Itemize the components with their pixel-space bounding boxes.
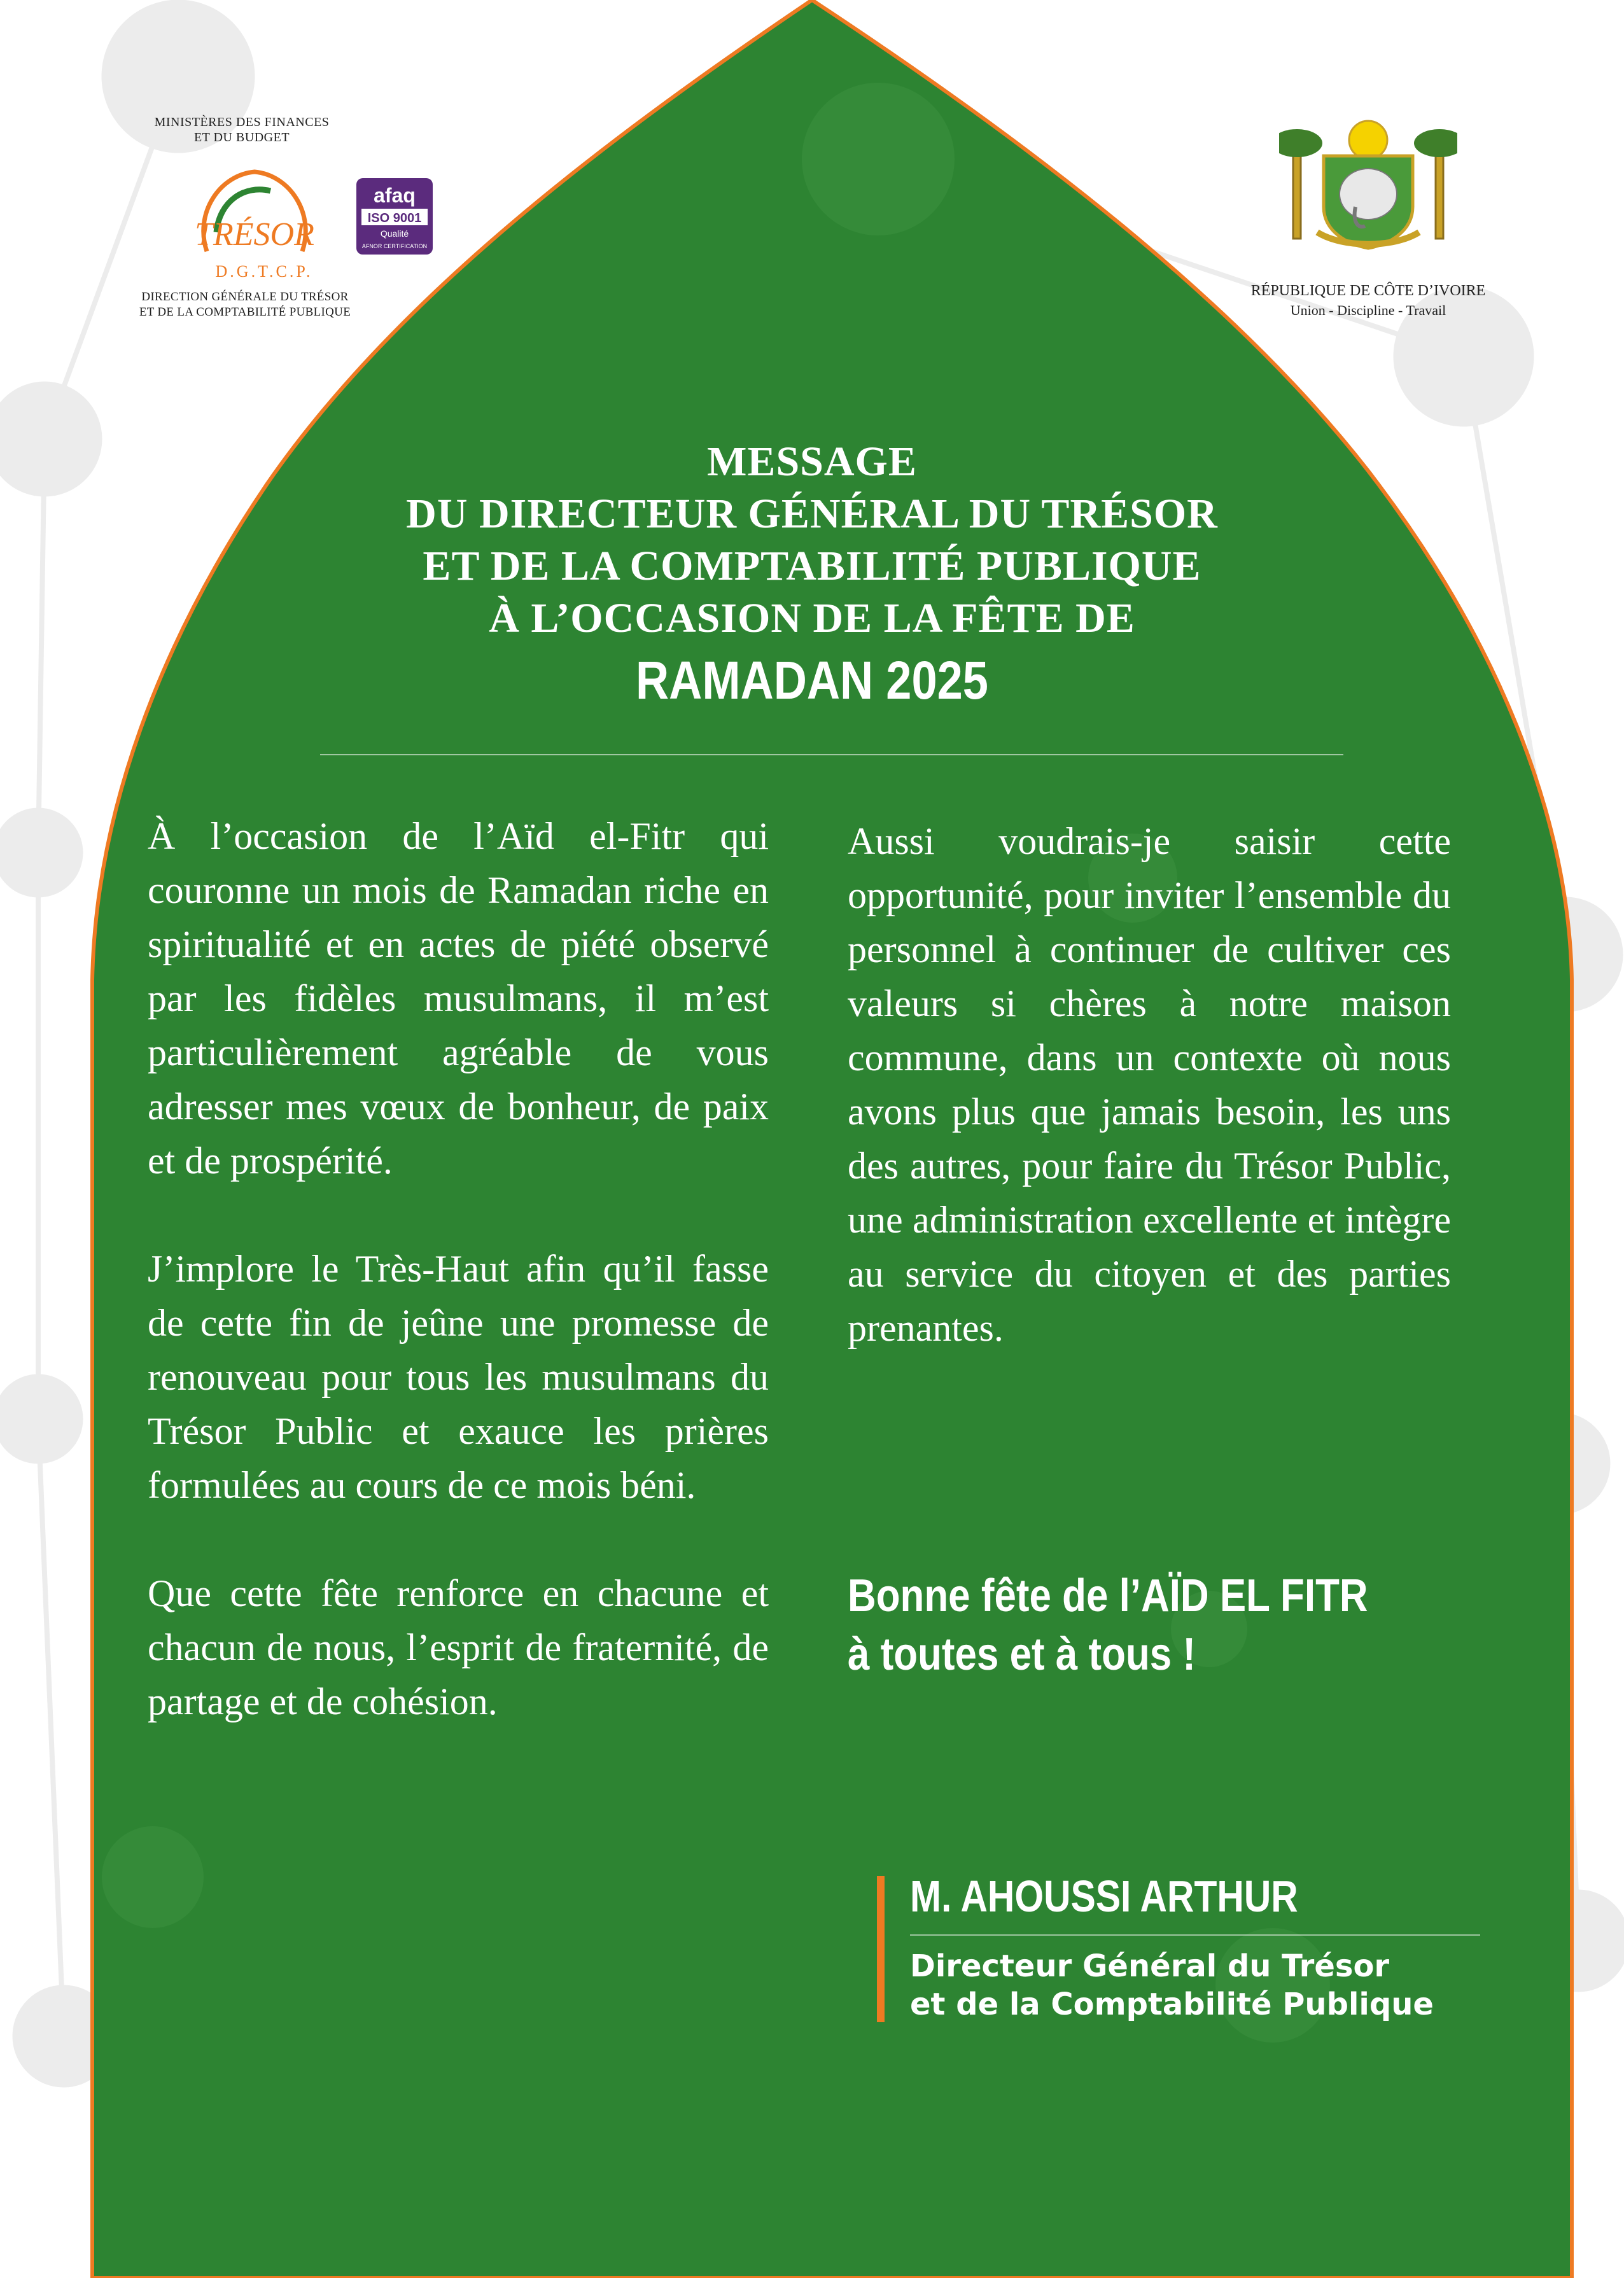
republic-label: RÉPUBLIQUE DE CÔTE D’IVOIRE	[1250, 283, 1486, 299]
tresor-logo-text: TRÉSOR	[195, 216, 314, 253]
signatory-title-line-1: Directeur Général du Trésor	[910, 1948, 1390, 1984]
afaq-cert: AFNOR CERTIFICATION	[361, 243, 428, 249]
left-column	[148, 809, 769, 1783]
title-line-2: DU DIRECTEUR GÉNÉRAL DU TRÉSOR	[406, 491, 1218, 537]
ministry-label	[108, 115, 375, 145]
right-column	[848, 814, 1451, 1409]
direction-line-2: ET DE LA COMPTABILITÉ PUBLIQUE	[139, 305, 351, 319]
tresor-logo-sub: D.G.T.C.P.	[215, 262, 313, 281]
signatory-name: M. AHOUSSI ARTHUR	[910, 1871, 1298, 1921]
direction-label	[108, 290, 382, 320]
paragraph: J’implore le Très-Haut afin qu’il fasse de cette fin de jeûne une promesse de renouveau pour tous les musulmans du Trésor Public et exauce les prières formulées au cours de ce mois béni.	[148, 1248, 769, 1506]
title-line-4: À L’OCCASION DE LA FÊTE DE	[489, 595, 1135, 641]
tresor-logo	[181, 156, 328, 290]
signature-divider	[910, 1934, 1480, 1936]
title-line-3: ET DE LA COMPTABILITÉ PUBLIQUE	[423, 543, 1201, 589]
ministry-line-1: MINISTÈRES DES FINANCES	[154, 115, 330, 129]
paragraph: Que cette fête renforce en chacune et chacun de nous, l’esprit de fraternité, de partage et de cohésion.	[148, 1572, 769, 1722]
signatory-title-line-2: et de la Comptabilité Publique	[910, 1987, 1434, 2022]
title-line-1: MESSAGE	[707, 438, 917, 485]
signatory-title	[910, 1947, 1434, 2023]
title-divider	[320, 754, 1343, 755]
greeting	[848, 1567, 1395, 1684]
afaq-logo	[356, 178, 433, 255]
paragraph: Aussi voudrais-je saisir cette opportunité, pour inviter l’ensemble du personnel à continuer de cultiver ces valeurs si chères à notre maison commune, dans un contexte où nous avons plus que jamais besoin, les uns des autres, pour faire du Trésor Public, une administration excellente et intègre au service du citoyen et des parties prenantes.	[848, 820, 1451, 1349]
greeting-line-2: à toutes et à tous !	[848, 1629, 1196, 1680]
signature-accent-bar	[877, 1876, 885, 2022]
ministry-line-2: ET DU BUDGET	[193, 130, 290, 144]
direction-line-1: DIRECTION GÉNÉRALE DU TRÉSOR	[141, 290, 349, 304]
greeting-line-1: Bonne fête de l’AÏD EL FITR	[848, 1570, 1368, 1621]
afaq-top: afaq	[374, 184, 416, 207]
page-title	[255, 436, 1369, 713]
title-main: RAMADAN 2025	[636, 650, 988, 710]
afaq-quality: Qualité	[380, 228, 409, 239]
afaq-iso: ISO 9001	[367, 211, 422, 225]
coat-of-arms-icon	[1279, 111, 1457, 258]
paragraph: À l’occasion de l’Aïd el-Fitr qui couronne un mois de Ramadan riche en spiritualité et en actes de piété observé par les fidèles musulmans, il m’est particulièrement agréable de vous adresser mes vœux de bonheur, de paix et de prospérité.	[148, 815, 769, 1182]
motto-label: Union - Discipline - Travail	[1290, 302, 1446, 318]
